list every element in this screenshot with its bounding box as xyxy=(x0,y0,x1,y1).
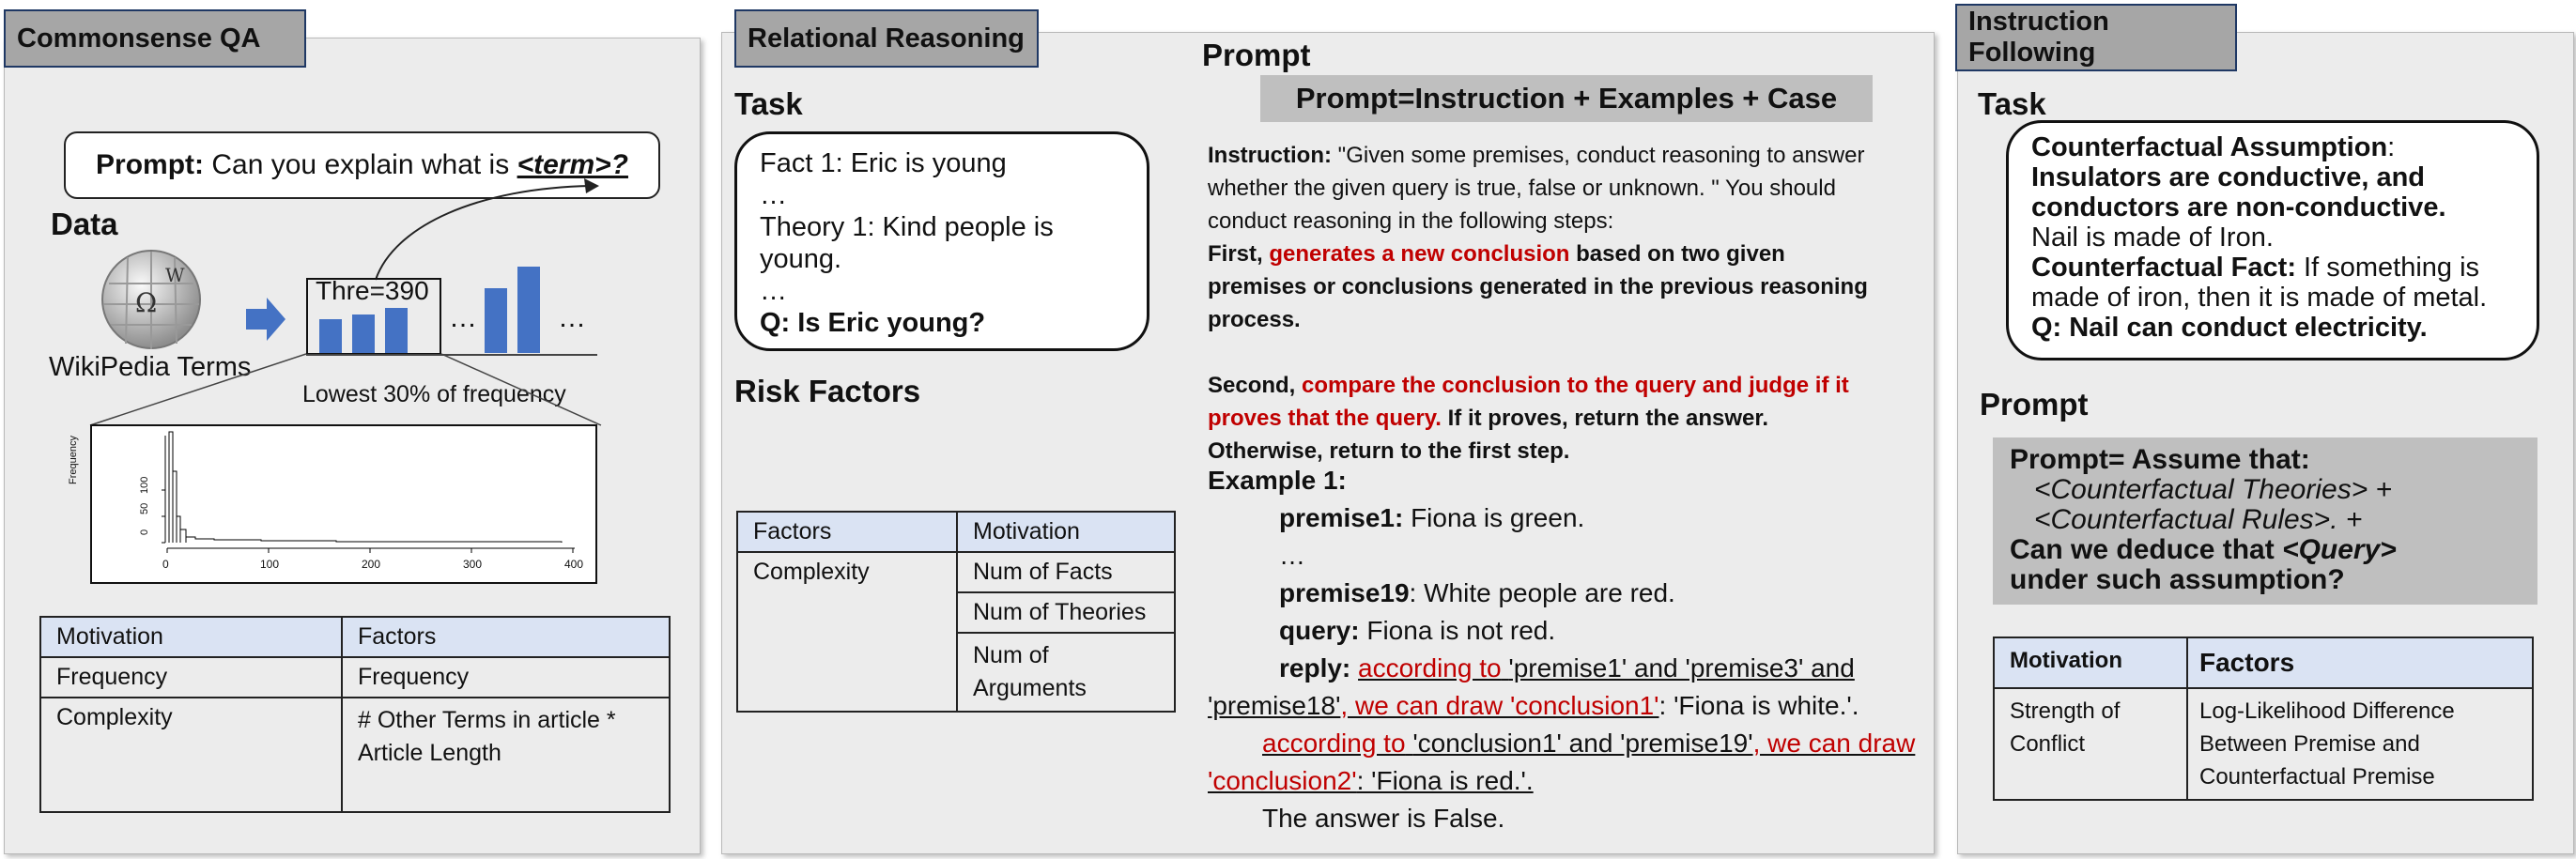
if-prompt-box xyxy=(1993,437,2537,605)
ellipsis: … xyxy=(558,302,586,333)
if-task-label: Task xyxy=(1978,86,2046,121)
premise1-label: premise1: xyxy=(1279,503,1404,532)
prompt-text: Can you explain what is xyxy=(211,149,510,180)
cell: Num of Theories xyxy=(957,592,1175,633)
ellipsis: … xyxy=(449,302,477,333)
ca-colon: : xyxy=(2387,132,2396,162)
relational-title: Relational Reasoning xyxy=(734,9,1039,68)
hist-ytick: 100 xyxy=(139,476,150,494)
task-dots: … xyxy=(760,276,787,306)
threshold-label: Thre=390 xyxy=(316,276,429,305)
col-header: Motivation xyxy=(1994,637,2187,688)
col-header: Factors xyxy=(342,617,670,657)
cell: # Other Terms in article * Article Length xyxy=(342,698,670,812)
query-label: query: xyxy=(1279,616,1360,645)
if-prompt-line: under such assumption? xyxy=(2010,564,2345,595)
example-dots: … xyxy=(1279,541,1305,570)
cell: Frequency xyxy=(342,657,670,698)
instruction-following-title: Instruction Following xyxy=(1955,4,2237,71)
hist-xtick: 200 xyxy=(362,558,381,571)
risk-factors-label: Risk Factors xyxy=(734,374,921,408)
table-row xyxy=(1994,688,2533,800)
svg-text:W: W xyxy=(165,264,185,286)
instruction-text: "Given some premises, conduct reasoning to answer whether the given query is true, false or unknown. " You should conduct reasoning in the following steps: xyxy=(1208,143,1865,234)
instruction-label: Instruction: xyxy=(1208,143,1332,168)
cell: Complexity xyxy=(40,698,342,812)
table-row xyxy=(40,698,670,812)
reply-part: , we can draw 'conclusion1' xyxy=(1340,691,1659,720)
second-step-rest: If it proves, return the answer. Otherwise, return to the first step. xyxy=(1208,406,1769,464)
hist-xtick: 400 xyxy=(564,558,584,571)
second-step: Second, xyxy=(1208,373,1296,398)
svg-text:Ω: Ω xyxy=(135,287,158,318)
col-header: Motivation xyxy=(40,617,342,657)
premise19-text: : White people are red. xyxy=(1409,578,1675,607)
if-question: Q: Nail can conduct electricity. xyxy=(2031,313,2428,343)
lowest-label: Lowest 30% of frequency xyxy=(302,381,566,407)
first-step-rest: based on two given premises or conclusions generated in the previous reasoning process. xyxy=(1208,241,1868,332)
hist-xtick: 300 xyxy=(463,558,483,571)
bar xyxy=(352,314,375,353)
right-arrow-icon xyxy=(246,296,287,343)
cell: Num of Facts xyxy=(957,552,1175,592)
task-box xyxy=(734,131,1149,351)
if-task-box xyxy=(2006,120,2539,360)
table-row xyxy=(737,552,1175,592)
commonsense-table xyxy=(39,616,671,813)
data-label: Data xyxy=(51,207,118,241)
col-header: Motivation xyxy=(957,512,1175,552)
col-header: Factors xyxy=(2187,637,2533,688)
reply-label: reply: xyxy=(1279,653,1351,683)
wiki-label: WikiPedia Terms xyxy=(49,352,252,382)
reply-part: according to xyxy=(1262,729,1406,758)
ca-bold: Insulators are conductive, and conductors are non-conductive. xyxy=(2031,162,2446,222)
task-theory: Theory 1: Kind people is young. xyxy=(760,212,1054,274)
if-prompt-line: Can we deduce that xyxy=(2010,534,2283,565)
hist-ylabel: Frequency xyxy=(68,436,79,484)
cell: Log-Likelihood Difference Between Premise and Counterfactual Premise xyxy=(2187,688,2533,800)
curved-arrow-icon xyxy=(366,169,657,286)
reply-part: , we can draw 'conclusion2' xyxy=(1208,729,1916,795)
query-text: Fiona is not red. xyxy=(1366,616,1556,645)
task-dots: … xyxy=(760,180,787,210)
if-table xyxy=(1993,637,2534,801)
premise19-label: premise19 xyxy=(1279,578,1410,607)
reply-part: 'conclusion1' and 'premise19' xyxy=(1412,729,1753,758)
task-fact: Fact 1: Eric is young xyxy=(760,148,1007,178)
table-row xyxy=(40,657,670,698)
reply-part: 'premise1' and 'premise3' and 'premise18' xyxy=(1208,653,1855,720)
cell: Complexity xyxy=(737,552,957,712)
prompt-term: <term>? xyxy=(517,149,628,180)
hist-ytick: 0 xyxy=(139,529,150,535)
if-prompt-line: <Counterfactual Rules>. + xyxy=(2034,504,2363,535)
prompt-formula: Prompt=Instruction + Examples + Case xyxy=(1260,75,1873,122)
if-prompt-label: Prompt xyxy=(1980,387,2089,422)
example-block xyxy=(1208,462,1931,837)
cf-label: Counterfactual Fact: xyxy=(2031,253,2296,283)
cell: Frequency xyxy=(40,657,342,698)
instruction-block xyxy=(1208,139,1880,468)
bar xyxy=(517,267,540,353)
ca-label: Counterfactual Assumption xyxy=(2031,132,2388,162)
first-step: First, xyxy=(1208,241,1263,267)
prompt-label: Prompt xyxy=(1202,38,1311,72)
first-step-red: generates a new conclusion xyxy=(1269,241,1570,267)
hist-xtick: 100 xyxy=(260,558,280,571)
commonsense-title: Commonsense QA xyxy=(4,9,306,68)
bar xyxy=(385,308,408,353)
answer-text: The answer is False. xyxy=(1262,804,1505,833)
col-header: Factors xyxy=(737,512,957,552)
task-question: Q: Is Eric young? xyxy=(760,308,986,338)
reply-part: : 'Fiona is red.'. xyxy=(1356,766,1534,795)
hist-xtick: 0 xyxy=(162,558,169,571)
bar xyxy=(485,288,507,353)
bar xyxy=(319,319,342,353)
if-prompt-line: <Counterfactual Theories> + xyxy=(2034,474,2393,505)
reply-part: according to xyxy=(1358,653,1502,683)
cf-text: If something is made of iron, then it is made of metal. xyxy=(2031,253,2488,313)
example-label: Example 1: xyxy=(1208,466,1347,495)
nail-text: Nail is made of Iron. xyxy=(2031,222,2274,253)
cell: Strength of Conflict xyxy=(1994,688,2187,800)
premise1-text: Fiona is green. xyxy=(1411,503,1585,532)
relational-table xyxy=(736,511,1176,713)
if-prompt-line: Prompt= Assume that: xyxy=(2010,444,2310,475)
wikipedia-globe-icon xyxy=(90,246,212,354)
hist-ytick: 50 xyxy=(139,502,150,514)
reply-part: : 'Fiona is white.'. xyxy=(1658,691,1859,720)
if-prompt-query: <Query> xyxy=(2282,534,2397,565)
cell: Num of Arguments xyxy=(957,633,1175,712)
zoom-lines xyxy=(85,352,610,427)
task-label: Task xyxy=(734,86,803,121)
second-step-red: compare the conclusion to the query and judge if it proves that the query. xyxy=(1208,373,1849,431)
prompt-label: Prompt: xyxy=(96,149,205,180)
